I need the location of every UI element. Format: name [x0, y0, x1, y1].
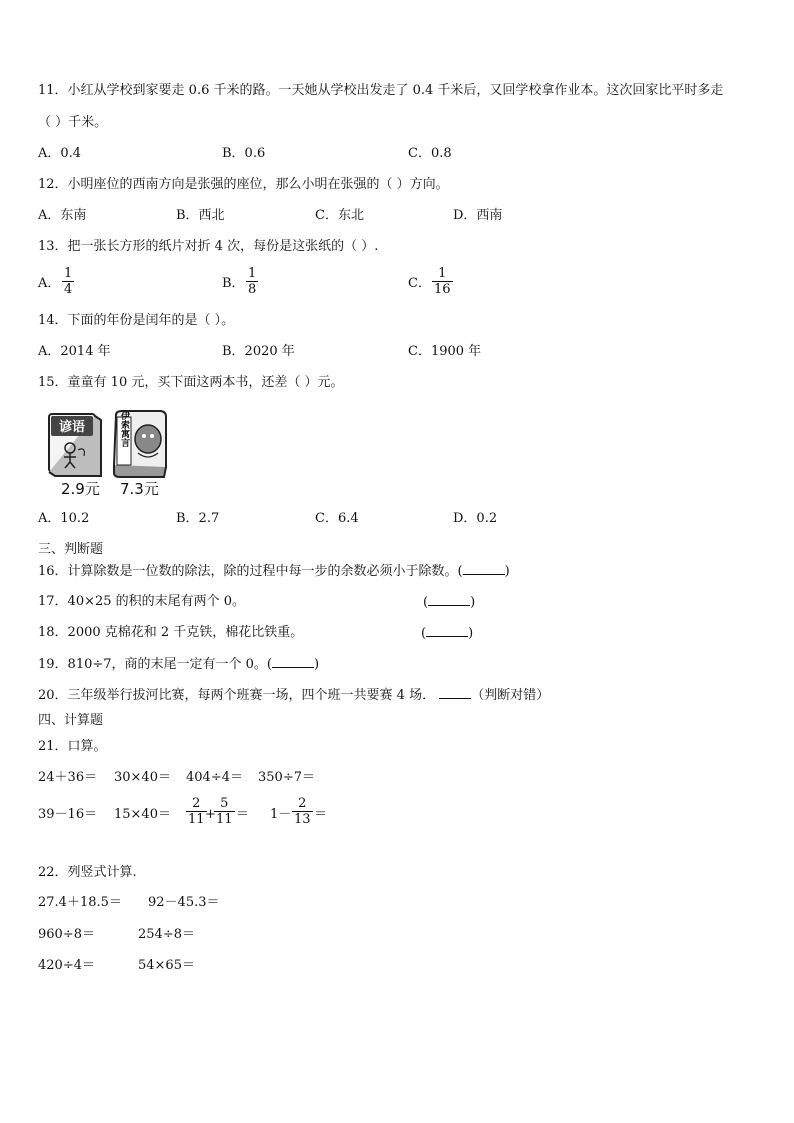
aesop-fables-book-illustration	[110, 409, 170, 479]
equals-sign: ＝	[236, 807, 250, 822]
mental-math-item: 39－16＝	[38, 807, 98, 822]
question-15-text: 15．童童有 10 元，买下面这两本书，还差（ ）元。	[38, 375, 344, 390]
question-11-text: 11．小红从学校到家要走 0.6 千米的路。一天她从学校出发走了 0.4 千米后，又回学校拿作业本。这次回家比平时多走	[38, 83, 724, 98]
question-20-stem: 20．三年级举行拔河比赛，每两个班赛一场，四个班一共要赛 4 场．	[38, 688, 436, 703]
fraction-numerator: 1	[64, 266, 73, 281]
fraction-2-11	[186, 796, 207, 827]
paren-close: )	[468, 626, 474, 641]
option-d: D．西南	[453, 208, 503, 223]
question-14-text: 14．下面的年份是闰年的是（ ）。	[38, 313, 235, 328]
option-a: A．10.2	[38, 511, 90, 526]
option-a: A．2014 年	[38, 344, 111, 359]
paren-close: )	[314, 657, 320, 672]
question-11-text-cont: （ ）千米。	[38, 115, 108, 130]
plus-sign: +	[205, 807, 216, 822]
question-19-stem: 19．810÷7，商的末尾一定有一个 0。(	[38, 657, 272, 672]
vertical-calc-item: 54×65＝	[138, 958, 195, 973]
question-20-text	[38, 686, 549, 705]
option-a-label: A．	[38, 276, 61, 291]
book1-price: 2.9元	[61, 480, 100, 498]
answer-blank[interactable]	[463, 562, 505, 575]
option-a: A．0.4	[38, 146, 82, 161]
answer-blank[interactable]	[428, 593, 470, 606]
fraction-denominator: 4	[64, 282, 73, 297]
vertical-calc-item: 960÷8＝	[38, 927, 95, 942]
question-16-stem: 16．计算除数是一位数的除法，除的过程中每一步的余数必须小于除数。(	[38, 564, 463, 579]
mental-math-item: 24＋36＝	[38, 770, 98, 785]
vertical-calc-item: 27.4＋18.5＝	[38, 895, 122, 910]
mental-math-item: 350÷7＝	[258, 770, 315, 785]
one-minus: 1－	[270, 807, 292, 822]
question-20-tail: （判断对错）	[471, 688, 550, 703]
fraction-denominator: 16	[434, 282, 451, 297]
fraction-numerator: 2	[298, 796, 307, 811]
paren-open: (	[421, 626, 427, 641]
option-c: C．东北	[315, 208, 364, 223]
option-c: C．0.8	[408, 146, 452, 161]
fraction-5-11	[214, 796, 235, 827]
paren-close: )	[504, 564, 510, 579]
section-heading-true-false: 三、判断题	[38, 542, 104, 557]
fraction-denominator: 11	[216, 812, 233, 827]
option-a-fraction	[62, 266, 74, 297]
mental-math-item: 404÷4＝	[186, 770, 243, 785]
book2-title: 伊索寓言	[119, 411, 129, 447]
equals-sign: ＝	[314, 807, 328, 822]
question-17-text: 17．40×25 的积的末尾有两个 0。	[38, 594, 246, 609]
option-b-fraction	[246, 266, 258, 297]
fraction-numerator: 2	[192, 796, 201, 811]
option-b: B．2.7	[176, 511, 220, 526]
option-c-label: C．	[408, 276, 431, 291]
question-16-text	[38, 562, 510, 581]
question-12-text: 12．小明座位的西南方向是张强的座位，那么小明在张强的（ ）方向。	[38, 177, 449, 192]
mental-math-item: 15×40＝	[114, 807, 171, 822]
question-22-title: 22．列竖式计算.	[38, 865, 137, 880]
mental-math-item: 30×40＝	[114, 770, 171, 785]
vertical-calc-item: 420÷4＝	[38, 958, 95, 973]
option-c-fraction	[432, 266, 453, 297]
book1-title: 谚语	[58, 420, 86, 435]
fraction-denominator: 8	[248, 282, 257, 297]
option-b: B．0.6	[222, 146, 266, 161]
option-c: C．6.4	[315, 511, 359, 526]
fraction-2-13	[292, 796, 313, 827]
section-heading-calculation: 四、计算题	[38, 713, 104, 728]
question-19-text	[38, 655, 319, 674]
option-d: D．0.2	[453, 511, 498, 526]
fraction-denominator: 11	[188, 812, 205, 827]
paren-close: )	[470, 595, 476, 610]
question-21-title: 21．口算。	[38, 739, 107, 754]
question-13-text: 13．把一张长方形的纸片对折 4 次，每份是这张纸的（ ）.	[38, 239, 379, 254]
fraction-denominator: 13	[294, 812, 311, 827]
answer-blank[interactable]	[439, 686, 471, 699]
book2-price: 7.3元	[120, 480, 159, 498]
fraction-numerator: 1	[248, 266, 257, 281]
question-17-answer	[423, 593, 475, 612]
answer-blank[interactable]	[426, 624, 468, 637]
option-b: B．2020 年	[222, 344, 295, 359]
option-c: C．1900 年	[408, 344, 482, 359]
question-18-text: 18．2000 克棉花和 2 千克铁，棉花比铁重。	[38, 625, 304, 640]
option-a: A．东南	[38, 208, 87, 223]
fraction-numerator: 5	[220, 796, 229, 811]
paren-open: (	[423, 595, 429, 610]
question-18-answer	[421, 624, 473, 643]
vertical-calc-item: 92－45.3＝	[148, 895, 220, 910]
option-b: B．西北	[176, 208, 225, 223]
proverbs-book-illustration	[46, 410, 104, 478]
option-b-label: B．	[222, 276, 245, 291]
vertical-calc-item: 254÷8＝	[138, 927, 195, 942]
answer-blank[interactable]	[272, 655, 314, 668]
fraction-numerator: 1	[438, 266, 447, 281]
